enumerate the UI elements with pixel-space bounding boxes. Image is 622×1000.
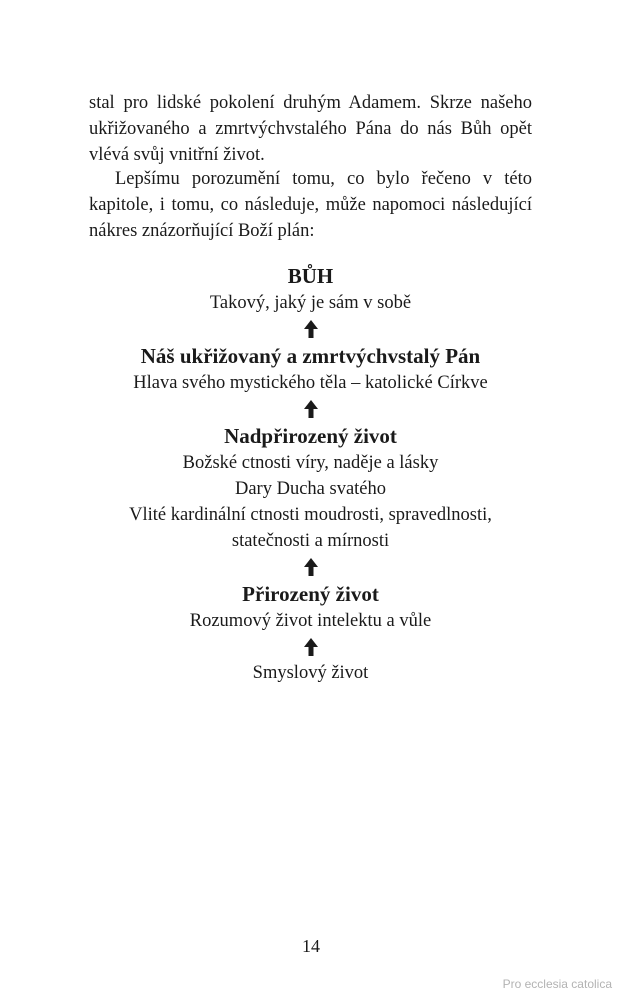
diagram-level-sensory-life [89, 660, 532, 686]
level-description: Božské ctnosti víry, naděje a lásky [182, 453, 439, 473]
level-title: Přirozený život [242, 582, 379, 606]
level-description: Smyslový život [252, 663, 369, 683]
level-title: BŮH [287, 264, 334, 288]
body-paragraph: stal pro lidské pokolení druhým Adamem. Skrze našeho ukřižovaného a zmrtvýchvstalého Pána do nás Bůh opět vlévá svůj vnitřní život. [89, 93, 532, 165]
arrow-up-icon [89, 396, 532, 422]
divine-plan-diagram [89, 262, 532, 686]
arrow-up-icon [89, 316, 532, 342]
level-description: statečnosti a mírnosti [231, 531, 390, 551]
level-description: Takový, jaký je sám v sobě [209, 293, 412, 313]
level-description: Vlité kardinální ctnosti moudrosti, spravedlnosti, [129, 505, 492, 525]
level-title: Náš ukřižovaný a zmrtvýchvstalý Pán [140, 344, 481, 368]
level-description: Hlava svého mystického těla – katolické Církve [133, 373, 488, 393]
diagram-level-natural-life [89, 580, 532, 634]
arrow-up-icon [89, 634, 532, 660]
diagram-level-god [89, 262, 532, 316]
diagram-level-supernatural-life [89, 422, 532, 554]
level-title: Nadpřirozený život [224, 424, 397, 448]
level-description: Dary Ducha svatého [234, 479, 387, 499]
level-description: Rozumový život intelektu a vůle [189, 611, 432, 631]
watermark: Pro ecclesia catolica [502, 977, 612, 991]
page-number: 14 [302, 936, 320, 956]
body-paragraph: Lepšímu porozumění tomu, co bylo řečeno v této kapitole, i tomu, co následuje, může napomoci následující nákres znázorňující Boží plán: [89, 169, 532, 241]
diagram-level-lord [89, 342, 532, 396]
arrow-up-icon [89, 554, 532, 580]
